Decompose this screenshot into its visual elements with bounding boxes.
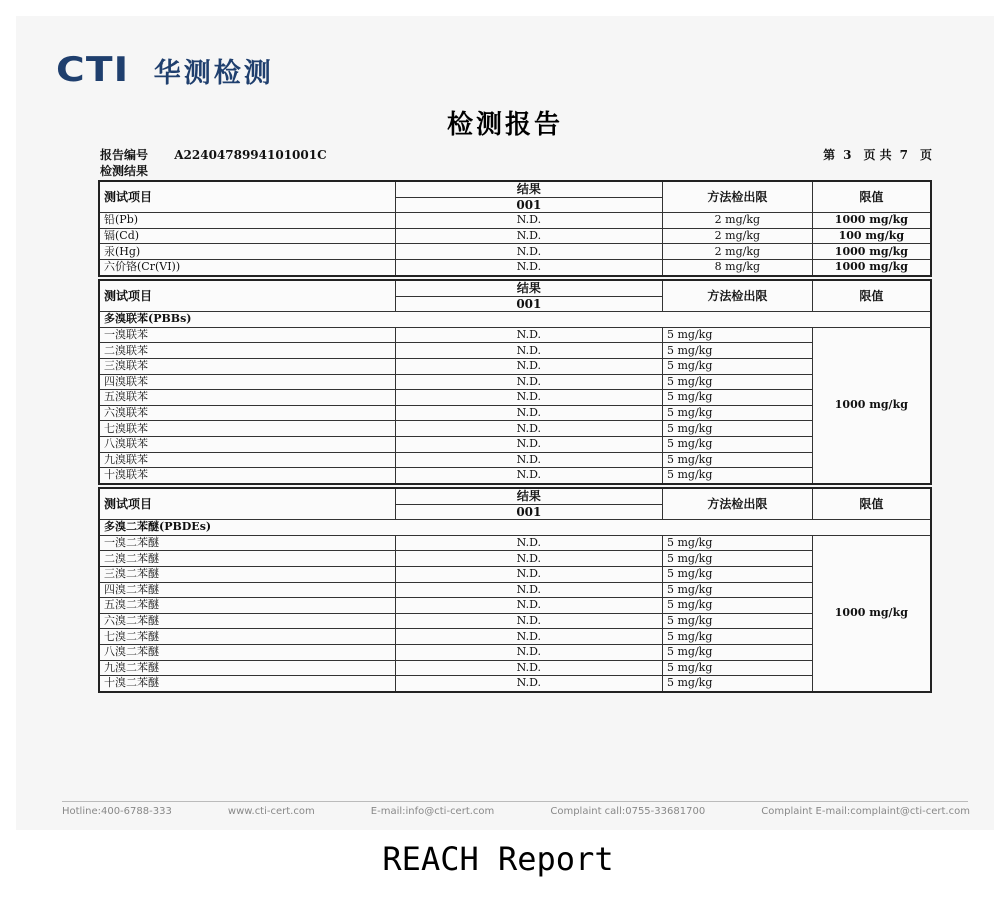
table-row [99,551,931,567]
footer-complaint-call: Complaint call:0755-33681700 [550,806,706,817]
cell-mdl: 5 mg/kg [663,343,813,359]
cell-item: 八溴二苯醚 [99,644,395,660]
cell-mdl: 5 mg/kg [663,452,813,468]
cell-item: 五溴二苯醚 [99,598,395,614]
table-row [99,358,931,374]
cell-mdl: 5 mg/kg [663,551,813,567]
page-indicator: 第 3 页 共 7 页 [823,148,932,162]
cell-item: 二溴二苯醚 [99,551,395,567]
report-title: 检测报告 [446,110,563,140]
header-item: 测试项目 [99,280,395,312]
cell-result: N.D. [395,535,662,551]
cell-result: N.D. [395,228,662,244]
table-row [99,436,931,452]
cell-result: N.D. [395,452,662,468]
cell-mdl: 5 mg/kg [663,468,813,484]
cell-item: 七溴联苯 [99,421,395,437]
cell-item: 三溴二苯醚 [99,566,395,582]
cell-mdl: 5 mg/kg [663,629,813,645]
table-row [99,327,931,343]
header-sample: 001 [395,197,662,213]
cell-mdl: 5 mg/kg [663,660,813,676]
header-mdl: 方法检出限 [663,280,813,312]
cell-item: 三溴联苯 [99,358,395,374]
logo-brand: CTI [56,50,130,90]
page-current: 3 [843,148,852,162]
cell-item: 镉(Cd) [99,228,395,244]
cell-item: 八溴联苯 [99,436,395,452]
cell-item: 铅(Pb) [99,213,395,229]
table-row [99,644,931,660]
cell-limit-shared: 1000 mg/kg [812,327,931,483]
footer-divider [62,801,968,802]
cell-result: N.D. [395,582,662,598]
header-limit: 限值 [812,181,931,213]
metals-table [98,180,932,277]
cell-result: N.D. [395,405,662,421]
cell-mdl: 2 mg/kg [663,228,813,244]
cell-item: 六溴联苯 [99,405,395,421]
table-row [99,405,931,421]
cell-result: N.D. [395,629,662,645]
cell-mdl: 5 mg/kg [663,421,813,437]
cell-mdl: 5 mg/kg [663,644,813,660]
cell-result: N.D. [395,551,662,567]
cell-mdl: 5 mg/kg [663,582,813,598]
cell-result: N.D. [395,468,662,484]
cell-mdl: 8 mg/kg [663,259,813,275]
footer-website: www.cti-cert.com [227,806,315,817]
table-row [99,244,931,260]
cell-result: N.D. [395,358,662,374]
cell-result: N.D. [395,244,662,260]
results-label: 检测结果 [100,164,149,178]
cell-result: N.D. [395,660,662,676]
table-row [99,374,931,390]
cell-item: 五溴联苯 [99,390,395,406]
header-result: 结果 [395,488,662,504]
cell-item: 二溴联苯 [99,343,395,359]
table-row [99,468,931,484]
page-footer [62,806,970,817]
company-logo [56,50,274,90]
cell-mdl: 5 mg/kg [663,390,813,406]
footer-email: E-mail:info@cti-cert.com [370,806,495,817]
table-row [99,421,931,437]
header-result: 结果 [395,280,662,296]
cell-result: N.D. [395,421,662,437]
cell-mdl: 2 mg/kg [663,213,813,229]
cell-result: N.D. [395,343,662,359]
table-row [99,629,931,645]
table-row [99,660,931,676]
cell-mdl: 2 mg/kg [663,244,813,260]
header-sample: 001 [395,296,662,312]
cell-limit-shared: 1000 mg/kg [812,535,931,691]
cell-result: N.D. [395,259,662,275]
cell-result: N.D. [395,598,662,614]
cell-mdl: 5 mg/kg [663,535,813,551]
table-row [99,676,931,692]
cell-item: 六价铬(Cr(VI)) [99,259,395,275]
header-limit: 限值 [812,488,931,520]
table-row [99,582,931,598]
header-item: 测试项目 [99,181,395,213]
cell-result: N.D. [395,613,662,629]
cell-result: N.D. [395,390,662,406]
footer-hotline: Hotline:400-6788-333 [62,806,172,817]
table-row [99,213,931,229]
table-row [99,228,931,244]
cell-item: 九溴联苯 [99,452,395,468]
cell-result: N.D. [395,566,662,582]
pbbs-table [98,279,932,485]
pbdes-table [98,487,932,693]
cell-item: 七溴二苯醚 [99,629,395,645]
cell-mdl: 5 mg/kg [663,676,813,692]
cell-limit: 1000 mg/kg [812,244,931,260]
cell-item: 九溴二苯醚 [99,660,395,676]
cell-result: N.D. [395,213,662,229]
cell-result: N.D. [395,374,662,390]
cell-mdl: 5 mg/kg [663,566,813,582]
cell-mdl: 5 mg/kg [663,613,813,629]
category-row: 多溴联苯(PBBs) [99,312,931,328]
cell-result: N.D. [395,436,662,452]
header-item: 测试项目 [99,488,395,520]
cell-item: 十溴联苯 [99,468,395,484]
cell-limit: 1000 mg/kg [812,259,931,275]
cell-mdl: 5 mg/kg [663,327,813,343]
report-no: A2240478994101001C [174,148,327,162]
cell-item: 十溴二苯醚 [99,676,395,692]
cell-mdl: 5 mg/kg [663,598,813,614]
table-row [99,259,931,275]
header-result: 结果 [395,181,662,197]
table-row [99,613,931,629]
category-row: 多溴二苯醚(PBDEs) [99,520,931,536]
report-no-label: 报告编号 [100,148,149,162]
cell-mdl: 5 mg/kg [663,358,813,374]
cell-item: 六溴二苯醚 [99,613,395,629]
header-limit: 限值 [812,280,931,312]
table-row [99,390,931,406]
cell-result: N.D. [395,676,662,692]
cell-mdl: 5 mg/kg [663,405,813,421]
header-mdl: 方法检出限 [663,488,813,520]
report-meta [100,147,932,179]
cell-limit: 100 mg/kg [812,228,931,244]
cell-mdl: 5 mg/kg [663,374,813,390]
image-caption: REACH Report [382,840,614,878]
cell-result: N.D. [395,327,662,343]
table-row [99,598,931,614]
cell-limit: 1000 mg/kg [812,213,931,229]
header-sample: 001 [395,504,662,520]
footer-complaint-email: Complaint E-mail:complaint@cti-cert.com [761,806,970,817]
cell-result: N.D. [395,644,662,660]
page-total: 7 [899,148,908,162]
table-row [99,343,931,359]
cell-item: 一溴二苯醚 [99,535,395,551]
cell-item: 汞(Hg) [99,244,395,260]
table-row [99,452,931,468]
report-page [16,16,994,830]
cell-mdl: 5 mg/kg [663,436,813,452]
table-row [99,535,931,551]
cell-item: 四溴联苯 [99,374,395,390]
table-row [99,566,931,582]
logo-name-cn: 华测检测 [153,57,274,89]
cell-item: 四溴二苯醚 [99,582,395,598]
cell-item: 一溴联苯 [99,327,395,343]
header-mdl: 方法检出限 [663,181,813,213]
